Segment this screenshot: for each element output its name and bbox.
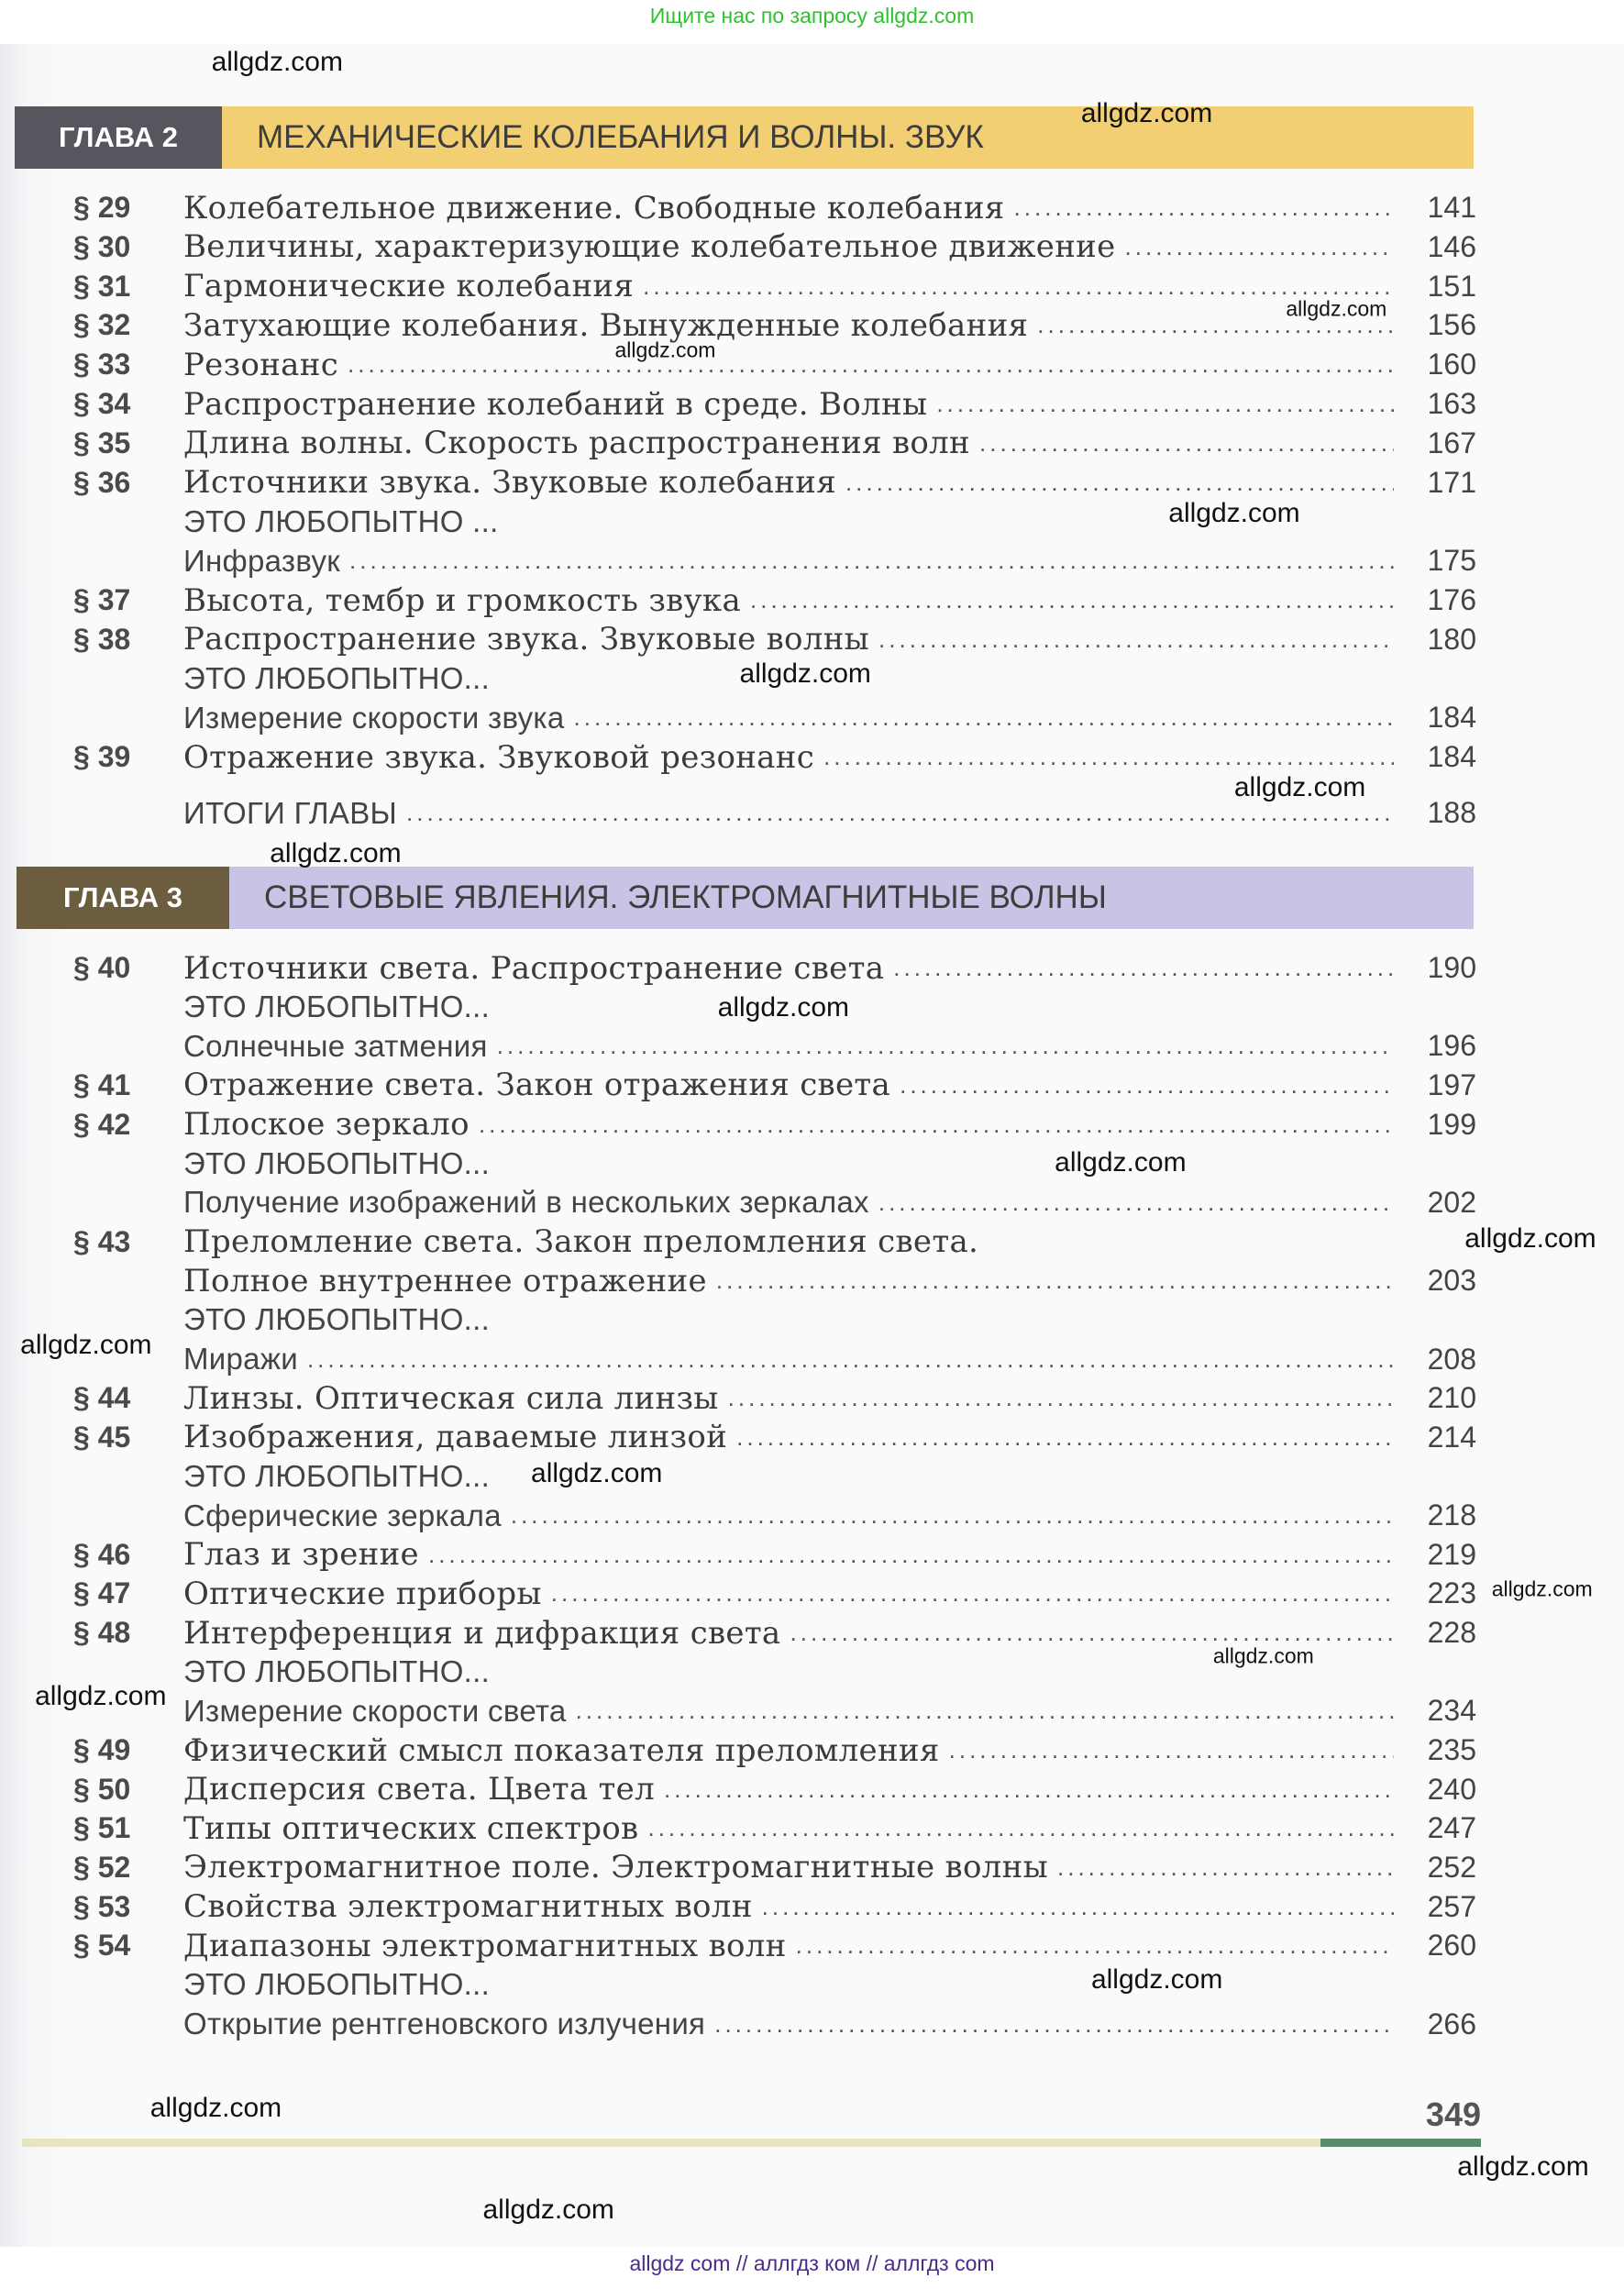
section-number: § 54 [73, 1929, 131, 1963]
entry-title: Полное внутреннее отражение [183, 1262, 707, 1299]
watermark: allgdz.com [1212, 1643, 1314, 1668]
watermark: allgdz.com [1464, 1222, 1596, 1254]
page-ref: 210 [1427, 1381, 1476, 1415]
watermark: allgdz.com [1286, 296, 1387, 321]
dot-leader [1057, 1853, 1394, 1882]
toc-entry[interactable] [73, 227, 1476, 267]
toc-entry[interactable] [73, 2005, 1476, 2044]
entry-title: Источники света. Распространение света [183, 949, 885, 987]
toc-entry[interactable] [73, 1300, 1476, 1340]
section-number: § 45 [73, 1420, 131, 1454]
toc-entry[interactable] [73, 1848, 1476, 1887]
page-ref: 223 [1427, 1576, 1476, 1610]
section-number: § 46 [73, 1537, 131, 1571]
toc-entry[interactable] [73, 1261, 1476, 1300]
watermark: allgdz.com [614, 337, 716, 362]
watermark: allgdz.com [1090, 1963, 1223, 1995]
chapter-title: МЕХАНИЧЕСКИЕ КОЛЕБАНИЯ И ВОЛНЫ. ЗВУК [257, 119, 984, 155]
toc-entry[interactable] [73, 384, 1476, 424]
page-ref: 214 [1427, 1420, 1476, 1454]
toc-entry[interactable] [73, 1183, 1476, 1222]
section-number: § 29 [73, 191, 131, 224]
page-ref: 219 [1427, 1537, 1476, 1571]
page-ref: 252 [1427, 1850, 1476, 1884]
dot-leader [479, 1111, 1394, 1139]
entry-title: ЭТО ЛЮБОПЫТНО... [183, 661, 491, 696]
dot-leader [428, 1541, 1394, 1569]
toc-entry[interactable] [73, 267, 1476, 306]
page-ref: 184 [1427, 740, 1476, 774]
entry-title: Линзы. Оптическая сила линзы [183, 1379, 719, 1417]
page-number: 349 [1425, 2095, 1481, 2133]
page-ref: 208 [1427, 1342, 1476, 1376]
section-number: § 47 [73, 1576, 131, 1610]
section-number: § 51 [73, 1811, 131, 1845]
toc-entry[interactable] [73, 737, 1476, 777]
entry-title: Диапазоны электромагнитных волн [183, 1927, 787, 1964]
toc-entry[interactable] [73, 1222, 1476, 1262]
entry-title: Измерение скорости звука [183, 700, 565, 735]
dot-leader [845, 469, 1394, 497]
dot-leader [728, 1384, 1394, 1412]
entry-title: Электромагнитное поле. Электромагнитные волны [183, 1849, 1048, 1886]
dot-leader [979, 429, 1394, 458]
page-ref: 247 [1427, 1811, 1476, 1845]
toc-entry[interactable] [73, 1340, 1476, 1379]
entry-title: Типы оптических спектров [183, 1809, 639, 1847]
entry-title: Резонанс [183, 346, 339, 383]
toc-entry[interactable] [73, 1926, 1476, 1965]
entry-title: Преломление света. Закон преломления света. [183, 1223, 979, 1261]
toc-entry[interactable] [73, 1026, 1476, 1066]
dot-leader [893, 954, 1394, 982]
dot-leader [1014, 194, 1394, 222]
toc-entry[interactable] [73, 1887, 1476, 1927]
dot-leader [823, 743, 1394, 771]
entry-title: Оптические приборы [183, 1575, 542, 1612]
section-number: § 50 [73, 1772, 131, 1806]
section-number: § 34 [73, 387, 131, 420]
entry-title: Получение изображений в нескольких зеркалах [183, 1185, 869, 1220]
section-number: § 35 [73, 426, 131, 459]
watermark: allgdz.com [739, 658, 871, 690]
section-number: § 32 [73, 308, 131, 342]
toc-entry[interactable] [73, 948, 1476, 988]
watermark: allgdz.com [149, 2092, 282, 2123]
entry-title: Интерференция и дифракция света [183, 1614, 781, 1652]
dot-leader [1125, 233, 1394, 261]
entry-title: Открытие рентгеновского излучения [183, 2007, 706, 2041]
entry-title: ЭТО ЛЮБОПЫТНО... [183, 1654, 491, 1689]
entry-title: Физический смысл показателя преломления [183, 1731, 940, 1769]
page-ref: 197 [1427, 1067, 1476, 1101]
dot-leader [762, 1893, 1394, 1921]
page-ref: 146 [1427, 229, 1476, 263]
section-number: § 49 [73, 1733, 131, 1766]
page-ref: 163 [1427, 387, 1476, 420]
watermark: allgdz.com [531, 1457, 663, 1488]
toc-entry[interactable] [73, 463, 1476, 503]
section-number: § 39 [73, 740, 131, 774]
entry-title: Распространение звука. Звуковые волны [183, 621, 870, 658]
toc-entry[interactable] [73, 581, 1476, 620]
page-ref: 199 [1427, 1107, 1476, 1141]
section-number: § 43 [73, 1224, 131, 1258]
chapter-title: СВЕТОВЫЕ ЯВЛЕНИЯ. ЭЛЕКТРОМАГНИТНЫЕ ВОЛНЫ [264, 879, 1107, 915]
page-ref: 257 [1427, 1889, 1476, 1923]
page-ref: 228 [1427, 1616, 1476, 1650]
toc-entry[interactable] [73, 1378, 1476, 1418]
page-ref: 184 [1427, 701, 1476, 735]
watermark: allgdz.com [1055, 1147, 1187, 1178]
watermark: allgdz.com [717, 992, 850, 1023]
entry-title: Затухающие колебания. Вынужденные колебания [183, 306, 1029, 344]
toc-entry[interactable] [73, 345, 1476, 384]
dot-leader [716, 1266, 1394, 1295]
watermark: allgdz.com [1168, 498, 1300, 529]
page-ref: 171 [1427, 465, 1476, 499]
toc-entry[interactable] [73, 1770, 1476, 1809]
top-banner: Ищите нас по запросу allgdz.com [649, 4, 975, 28]
toc-entry[interactable] [73, 305, 1476, 345]
entry-title: ЭТО ЛЮБОПЫТНО ... [183, 503, 499, 538]
entry-title: Распространение колебаний в среде. Волны [183, 385, 928, 423]
entry-title: Величины, характеризующие колебательное движение [183, 228, 1116, 266]
page-ref: 196 [1427, 1029, 1476, 1063]
toc-entry[interactable] [73, 1691, 1476, 1731]
dot-leader [497, 1032, 1394, 1060]
page-ref: 190 [1427, 951, 1476, 984]
entry-title: Свойства электромагнитных волн [183, 1888, 753, 1926]
watermark: allgdz.com [20, 1329, 152, 1360]
page-ref: 180 [1427, 622, 1476, 656]
watermark: allgdz.com [482, 2195, 614, 2226]
dot-leader [878, 1189, 1394, 1217]
entry-title: Глаз и зрение [183, 1536, 419, 1574]
dot-leader [936, 390, 1394, 418]
dot-leader [574, 703, 1394, 732]
footer-rule [22, 2139, 1320, 2147]
watermark: allgdz.com [1491, 1576, 1593, 1601]
dot-leader [348, 350, 1394, 379]
chapter-header [17, 867, 1474, 929]
section-number: § 52 [73, 1850, 131, 1884]
page-ref: 266 [1427, 2007, 1476, 2040]
entry-title: Отражение звука. Звуковой резонанс [183, 738, 815, 776]
section-number: § 48 [73, 1616, 131, 1650]
page-ref: 176 [1427, 583, 1476, 616]
entry-title: Гармонические колебания [183, 268, 635, 305]
dot-leader [900, 1071, 1394, 1100]
entry-title: Высота, тембр и громкость звука [183, 581, 742, 619]
toc-entry[interactable] [73, 1808, 1476, 1848]
toc-entry[interactable] [73, 1105, 1476, 1144]
toc-entry[interactable] [73, 1535, 1476, 1575]
chapter-label: ГЛАВА 3 [17, 867, 229, 929]
entry-title: Миражи [183, 1342, 298, 1376]
bottom-banner: allgdz com // аллгдз ком // аллгдз com [629, 2251, 995, 2275]
page-ref: 141 [1427, 191, 1476, 224]
entry-title: ИТОГИ ГЛАВЫ [183, 795, 398, 830]
watermark: allgdz.com [270, 837, 402, 868]
entry-title: ЭТО ЛЮБОПЫТНО... [183, 1145, 491, 1180]
dot-leader [796, 1931, 1394, 1960]
chapter-header [15, 106, 1474, 169]
watermark: allgdz.com [35, 1681, 167, 1712]
dot-leader [551, 1579, 1394, 1608]
entry-title: Дисперсия света. Цвета тел [183, 1771, 655, 1808]
page-ref: 151 [1427, 269, 1476, 303]
section-number: § 41 [73, 1067, 131, 1101]
toc-entry[interactable] [73, 1456, 1476, 1496]
dot-leader [349, 547, 1394, 575]
section-number: § 40 [73, 951, 131, 984]
dot-leader [664, 1775, 1394, 1804]
entry-title: Изображения, даваемые линзой [183, 1419, 728, 1456]
entry-title: Плоское зеркало [183, 1106, 470, 1144]
toc-entry[interactable] [73, 541, 1476, 581]
entry-title: Солнечные затмения [183, 1028, 488, 1063]
toc-entry[interactable] [73, 698, 1476, 737]
page-ref: 240 [1427, 1772, 1476, 1806]
section-number: § 42 [73, 1107, 131, 1141]
section-number: § 53 [73, 1889, 131, 1923]
page-ref: 202 [1427, 1185, 1476, 1219]
dot-leader [714, 2010, 1394, 2039]
dot-leader [750, 586, 1394, 614]
dot-leader [643, 272, 1394, 301]
toc-entry[interactable] [73, 620, 1476, 659]
section-number: § 44 [73, 1381, 131, 1415]
dot-leader [307, 1345, 1394, 1374]
dot-leader [878, 625, 1394, 654]
entry-title: ЭТО ЛЮБОПЫТНО... [183, 1967, 491, 2002]
watermark: allgdz.com [1080, 98, 1213, 129]
section-number: § 33 [73, 348, 131, 382]
entry-title: ЭТО ЛЮБОПЫТНО... [183, 990, 491, 1024]
dot-leader [647, 1814, 1394, 1842]
page-ref: 260 [1427, 1929, 1476, 1963]
toc-entry[interactable] [73, 1731, 1476, 1770]
section-number: § 36 [73, 465, 131, 499]
toc-entry[interactable] [73, 1496, 1476, 1535]
page-ref: 234 [1427, 1694, 1476, 1728]
chapter-label: ГЛАВА 2 [15, 106, 222, 169]
toc-entry[interactable] [73, 1965, 1476, 2005]
toc-entry[interactable] [73, 424, 1476, 463]
toc-entry[interactable] [73, 1144, 1476, 1183]
entry-title: Отражение света. Закон отражения света [183, 1067, 891, 1104]
page-ref: 235 [1427, 1733, 1476, 1766]
dot-leader [736, 1423, 1394, 1452]
entry-title: Сферические зеркала [183, 1498, 502, 1532]
entry-title: Колебательное движение. Свободные колебания [183, 189, 1005, 227]
watermark: allgdz.com [1233, 772, 1366, 803]
section-number: § 38 [73, 622, 131, 656]
watermark: allgdz.com [211, 47, 343, 78]
page-ref: 203 [1427, 1264, 1476, 1298]
page-ref: 188 [1427, 796, 1476, 829]
page-ref: 175 [1427, 544, 1476, 578]
footer-rule-accent [1320, 2139, 1481, 2147]
watermark: allgdz.com [1457, 2151, 1589, 2182]
dot-leader [576, 1697, 1394, 1725]
entry-title: Измерение скорости света [183, 1693, 567, 1728]
entry-title: ЭТО ЛЮБОПЫТНО... [183, 1458, 491, 1493]
toc-entry[interactable] [73, 1574, 1476, 1613]
section-number: § 31 [73, 269, 131, 303]
entry-title: Инфразвук [183, 543, 341, 578]
dot-leader [949, 1736, 1394, 1764]
dot-leader [511, 1501, 1394, 1530]
page-ref: 160 [1427, 348, 1476, 382]
section-number: § 37 [73, 583, 131, 616]
toc-entry[interactable] [73, 1066, 1476, 1105]
entry-title: Длина волны. Скорость распространения волн [183, 425, 971, 462]
toc-entry[interactable] [73, 188, 1476, 227]
toc-entry[interactable] [73, 1418, 1476, 1457]
page-ref: 156 [1427, 308, 1476, 342]
page-ref: 167 [1427, 426, 1476, 459]
entry-title: Источники звука. Звуковые колебания [183, 464, 836, 502]
entry-title: ЭТО ЛЮБОПЫТНО... [183, 1302, 491, 1337]
section-number: § 30 [73, 229, 131, 263]
page-ref: 218 [1427, 1498, 1476, 1532]
